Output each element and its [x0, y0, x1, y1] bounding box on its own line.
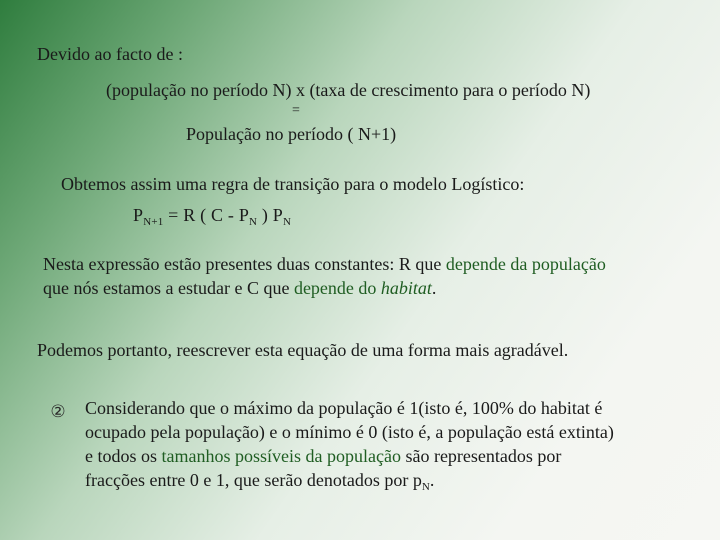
formula-end: ) P — [257, 205, 283, 225]
rewrite-line: Podemos portanto, reescrever esta equação de uma forma mais agradável. — [37, 340, 569, 360]
expression-line-1: Nesta expressão estão presentes duas constantes: R que depende da população — [43, 254, 606, 274]
expression-line-2: que nós estamos a estudar e C que depende do habitat. — [43, 278, 437, 298]
obtain-line: Obtemos assim uma regra de transição para o modelo Logístico: — [61, 174, 525, 194]
equals-sign: = — [292, 103, 300, 118]
formula-sub2: N — [249, 216, 258, 228]
formula-p1: P — [133, 205, 144, 225]
bullet-line-3: e todos os tamanhos possíveis da população são representados por — [85, 446, 562, 466]
link-habitat[interactable]: habitat — [380, 278, 432, 298]
bullet-line-2: ocupado pela população) e o mínimo é 0 (isto é, a população está extinta) — [85, 422, 614, 442]
formula-sub1: N+1 — [143, 216, 164, 228]
link-depende-do[interactable]: depende do — [293, 278, 377, 298]
link-tamanhos-possiveis[interactable]: tamanhos possíveis da população — [161, 446, 401, 466]
intro-text: Devido ao facto de : — [37, 44, 183, 64]
bullet-paragraph — [85, 396, 614, 495]
bullet-line-1: Considerando que o máximo da população é 1(isto é, 100% do habitat é — [85, 398, 603, 418]
formula-sub3: N — [283, 216, 292, 228]
logistic-formula — [133, 204, 291, 229]
numbered-bullet-icon: ② — [50, 402, 66, 421]
expression-paragraph — [43, 252, 606, 300]
bullet-line-4: fracções entre 0 e 1, que serão denotados por $p_N$. — [85, 470, 435, 493]
product-line: (população no período N) x (taxa de crescimento para o período N) — [106, 80, 591, 100]
link-depende-populacao[interactable]: depende da população — [445, 254, 606, 274]
result-line: População no período ( N+1) — [186, 124, 397, 144]
formula-mid: = R ( C - P — [163, 205, 250, 225]
